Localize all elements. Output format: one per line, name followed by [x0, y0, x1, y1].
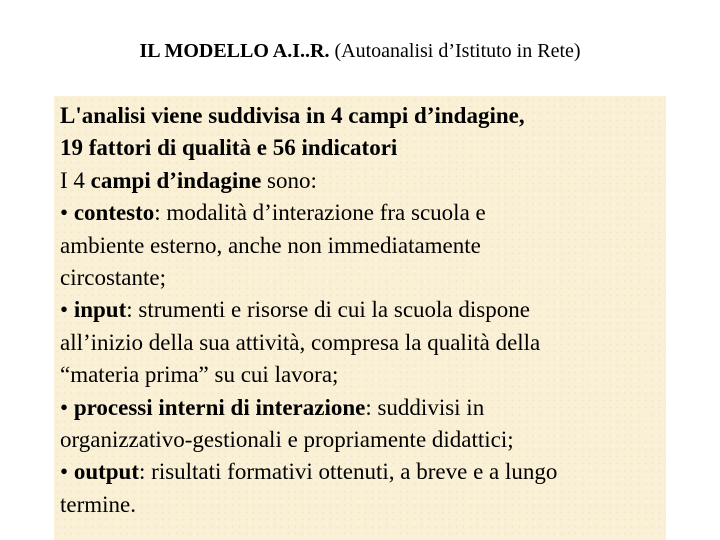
bullet-output-text: : risultati formativi ottenuti, a breve e a lungo — [139, 459, 558, 485]
bullet-output-term: output — [73, 459, 140, 485]
intro-bold: campi d’indagine — [90, 167, 262, 193]
intro-prefix: I 4 — [60, 167, 91, 193]
heading-line-2: 19 fattori di qualità e 56 indicatori — [60, 135, 398, 161]
bullet-input-text: : strumenti e risorse di cui la scuola dispone — [126, 297, 530, 323]
intro-suffix: sono: — [261, 167, 317, 193]
bullet-contesto-line-2: ambiente esterno, anche non immediatamente — [60, 232, 481, 258]
bullet-processi-marker: • — [60, 394, 74, 420]
bullet-processi-text: : suddivisi in — [365, 394, 485, 420]
bullet-processi — [60, 392, 666, 424]
content-box — [54, 96, 666, 540]
heading-line-1: L'analisi viene suddivisa in 4 campi d’indagine, — [60, 103, 525, 128]
bullet-contesto-line-3: circostante; — [60, 265, 167, 291]
slide-title — [0, 38, 720, 64]
bullet-input-line-3: “materia prima” su cui lavora; — [60, 362, 339, 388]
bullet-output-marker: • — [60, 459, 74, 485]
intro-line — [60, 165, 666, 197]
bullet-output-line-2: termine. — [60, 491, 136, 517]
bullet-output — [60, 456, 666, 488]
bullet-input-line-2: all’inizio della sua attività, compresa la qualità della — [60, 329, 541, 355]
bullet-processi-term: processi interni di interazione — [73, 394, 366, 420]
bullet-contesto-text: : modalità d’interazione fra scuola e — [154, 200, 486, 226]
bullet-contesto — [60, 197, 666, 229]
slide-title-acronym: IL MODELLO A.I..R. — [139, 40, 330, 62]
slide-title-subtitle: (Autoanalisi d’Istituto in Rete) — [329, 40, 581, 62]
bullet-processi-line-2: organizzativo-gestionali e propriamente didattici; — [60, 427, 514, 453]
bullet-contesto-term: contesto — [73, 200, 155, 226]
bullet-contesto-marker: • — [60, 200, 74, 226]
bullet-input-marker: • — [60, 297, 74, 323]
bullet-input-term: input — [73, 297, 127, 323]
bullet-input — [60, 294, 666, 326]
